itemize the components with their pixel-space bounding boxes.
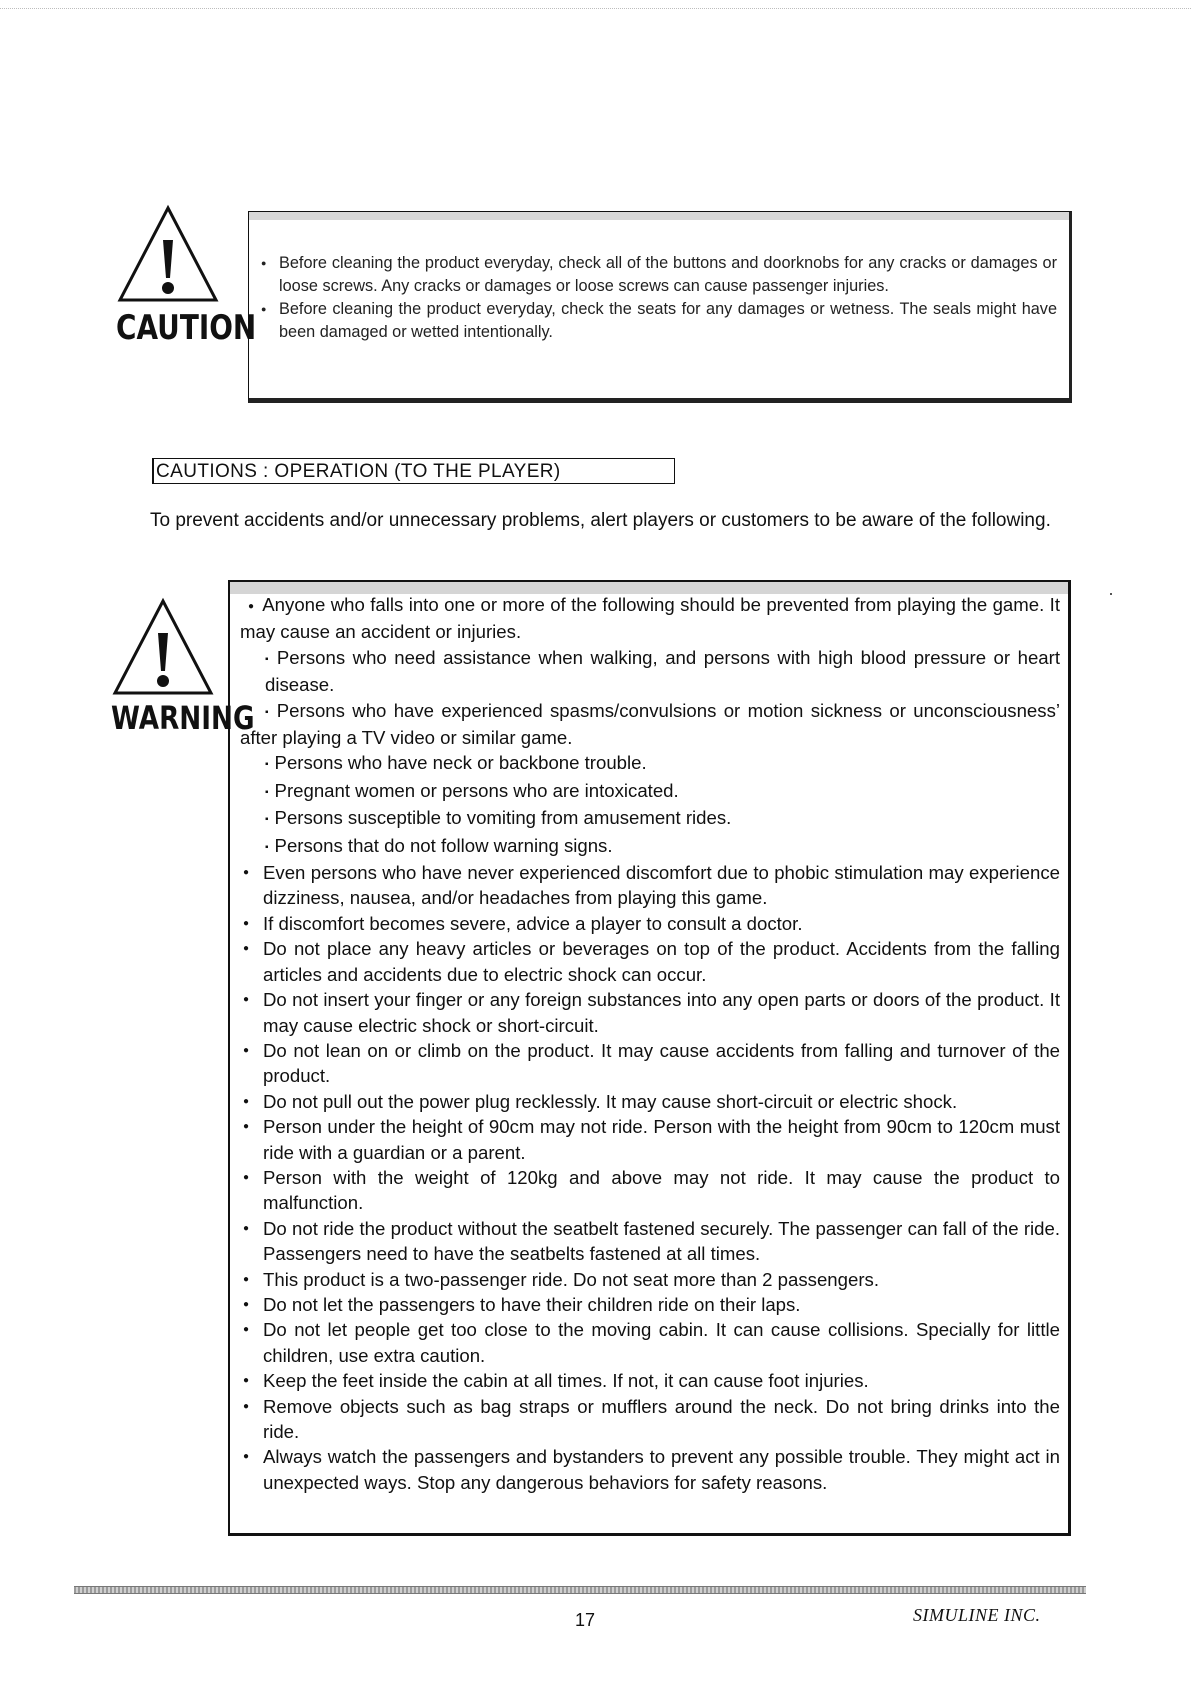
footer-rule <box>74 1586 1086 1594</box>
warning-item: ● Do not lean on or climb on the product. It may cause accidents from falling and turnover of the product. <box>240 1038 1060 1089</box>
warning-sub-item: ▪ Persons who need assistance when walking, and persons with high blood pressure or heart disease. <box>265 645 1060 698</box>
warning-item: ● Even persons who have never experienced discomfort due to phobic stimulation may experience dizziness, nausea, and/or headaches from playing this game. <box>240 860 1060 911</box>
page-number: 17 <box>575 1610 596 1630</box>
caution-list <box>257 252 1057 344</box>
section-intro: To prevent accidents and/or unnecessary problems, alert players or customers to be aware of the following. <box>150 510 1051 531</box>
caution-label: CAUTION <box>116 308 257 348</box>
warning-item: ● Keep the feet inside the cabin at all times. If not, it can cause foot injuries. <box>240 1368 1060 1393</box>
warning-item: ● Do not let the passengers to have their children ride on their laps. <box>240 1292 1060 1317</box>
warning-lead: ● Anyone who falls into one or more of the following should be prevented from playing the game. It may cause an accident or injuries. <box>240 592 1060 645</box>
warning-sub-item: ▪ Persons that do not follow warning signs. <box>265 833 1060 860</box>
warning-sub-item: ▪ Pregnant women or persons who are intoxicated. <box>265 778 1060 805</box>
warning-item: ● Person under the height of 90cm may not ride. Person with the height from 90cm to 120cm must ride with a guardian or a parent. <box>240 1114 1060 1165</box>
scan-speck <box>1110 593 1112 595</box>
warning-box <box>228 580 1071 1536</box>
warning-item: ● Do not place any heavy articles or beverages on top of the product. Accidents from the falling articles and accidents due to electric shock can occur. <box>240 936 1060 987</box>
warning-triangle-icon <box>111 597 215 697</box>
warning-item: ● Remove objects such as bag straps or mufflers around the neck. Do not bring drinks into the ride. <box>240 1394 1060 1445</box>
section-title: CAUTIONS : OPERATION (TO THE PLAYER) <box>152 458 675 484</box>
warning-content <box>240 592 1060 1495</box>
warning-sub-item: ▪ Persons who have neck or backbone trouble. <box>265 750 1060 777</box>
warning-list <box>240 860 1060 1495</box>
warning-item: ● Do not insert your finger or any foreign substances into any open parts or doors of the product. It may cause electric shock or short-circuit. <box>240 987 1060 1038</box>
warning-sub-list <box>240 645 1060 860</box>
caution-sign <box>116 204 257 348</box>
warning-item: ● Always watch the passengers and bystanders to prevent any possible trouble. They might act in unexpected ways. Stop any dangerous behaviors for safety reasons. <box>240 1444 1060 1495</box>
caution-box-shade <box>249 212 1069 220</box>
warning-item: ● Do not ride the product without the seatbelt fastened securely. The passenger can fall of the ride. Passengers need to have the seatbelts fastened at all times. <box>240 1216 1060 1267</box>
warning-item: ● This product is a two-passenger ride. Do not seat more than 2 passengers. <box>240 1267 1060 1292</box>
caution-item: ● Before cleaning the product everyday, check all of the buttons and doorknobs for any cracks or damages or loose screws. Any cracks or damages or loose screws can cause passenger injuries. <box>257 252 1057 298</box>
warning-item: ● Do not pull out the power plug recklessly. It may cause short-circuit or electric shock. <box>240 1089 1060 1114</box>
warning-sign <box>111 597 255 737</box>
caution-item: ● Before cleaning the product everyday, check the seats for any damages or wetness. The seals might have been damaged or wetted intentionally. <box>257 298 1057 344</box>
caution-triangle-icon <box>116 204 220 304</box>
warning-item: ● Do not let people get too close to the moving cabin. It can cause collisions. Specially for little children, use extra caution. <box>240 1317 1060 1368</box>
company-name: SIMULINE INC. <box>913 1605 1041 1625</box>
top-dotted-edge <box>0 8 1191 9</box>
caution-box <box>248 211 1072 403</box>
warning-item: ● Person with the weight of 120kg and above may not ride. It may cause the product to malfunction. <box>240 1165 1060 1216</box>
warning-label: WARNING <box>111 699 255 737</box>
warning-sub-item: ▪ Persons susceptible to vomiting from amusement rides. <box>265 805 1060 832</box>
warning-sub-item: ▪ Persons who have experienced spasms/convulsions or motion sickness or unconsciousness’ after playing a TV video or similar game. <box>240 698 1060 751</box>
warning-item: ● If discomfort becomes severe, advice a player to consult a doctor. <box>240 911 1060 936</box>
